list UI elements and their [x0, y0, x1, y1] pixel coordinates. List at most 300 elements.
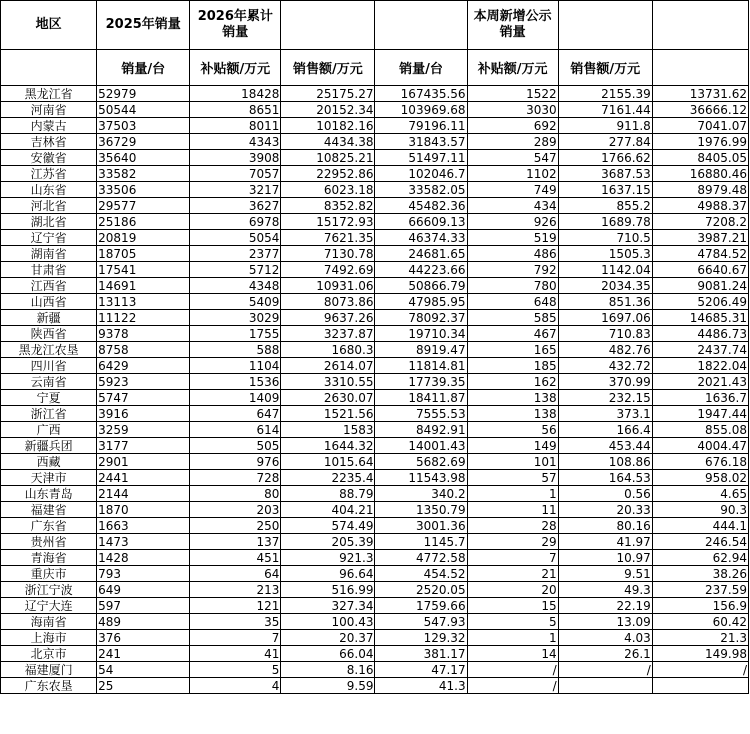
table-row: [1, 486, 749, 502]
header-row-1: [1, 1, 749, 50]
cell-week-subsidy: 232.15: [558, 390, 652, 406]
cell-week-revenue: 149.98: [652, 646, 748, 662]
cell-cum-units: 614: [190, 422, 281, 438]
cell-week-subsidy: 373.1: [558, 406, 652, 422]
cell-cum-revenue: 103969.68: [375, 102, 467, 118]
cell-region: 吉林省: [1, 134, 97, 150]
cell-week-subsidy: 20.33: [558, 502, 652, 518]
cell-week-revenue: 14685.31: [652, 310, 748, 326]
cell-cum-units: 7057: [190, 166, 281, 182]
cell-region: 山东青岛: [1, 486, 97, 502]
cell-cum-subsidy: 205.39: [281, 534, 375, 550]
cell-cum-subsidy: 25175.27: [281, 86, 375, 102]
cell-cum-units: 1536: [190, 374, 281, 390]
cell-cum-subsidy: 3310.55: [281, 374, 375, 390]
cell-week-units: 5: [467, 614, 558, 630]
cell-sales-2025: 52979: [97, 86, 190, 102]
cell-cum-units: 5: [190, 662, 281, 678]
cell-cum-revenue: 1350.79: [375, 502, 467, 518]
cell-week-units: 467: [467, 326, 558, 342]
cell-sales-2025: 17541: [97, 262, 190, 278]
cell-sales-2025: 5923: [97, 374, 190, 390]
header-empty-4: [652, 1, 748, 50]
cell-week-subsidy: 1697.06: [558, 310, 652, 326]
table-row: [1, 102, 749, 118]
cell-week-subsidy: /: [558, 662, 652, 678]
cell-cum-units: 505: [190, 438, 281, 454]
cell-week-units: 57: [467, 470, 558, 486]
cell-cum-revenue: 66609.13: [375, 214, 467, 230]
cell-week-units: 926: [467, 214, 558, 230]
cell-week-subsidy: 13.09: [558, 614, 652, 630]
cell-cum-revenue: 50866.79: [375, 278, 467, 294]
table-row: [1, 182, 749, 198]
cell-week-units: /: [467, 678, 558, 694]
table-row: [1, 358, 749, 374]
cell-sales-2025: 29577: [97, 198, 190, 214]
cell-region: 云南省: [1, 374, 97, 390]
cell-cum-revenue: 17739.35: [375, 374, 467, 390]
cell-week-units: 138: [467, 390, 558, 406]
cell-week-subsidy: 370.99: [558, 374, 652, 390]
cell-region: 广东省: [1, 518, 97, 534]
cell-cum-units: 121: [190, 598, 281, 614]
cell-week-units: 56: [467, 422, 558, 438]
cell-week-units: 185: [467, 358, 558, 374]
cell-cum-subsidy: 15172.93: [281, 214, 375, 230]
cell-week-revenue: 246.54: [652, 534, 748, 550]
cell-week-subsidy: 49.3: [558, 582, 652, 598]
cell-cum-units: 213: [190, 582, 281, 598]
cell-cum-revenue: 33582.05: [375, 182, 467, 198]
cell-sales-2025: 2144: [97, 486, 190, 502]
cell-week-revenue: 90.3: [652, 502, 748, 518]
cell-sales-2025: 54: [97, 662, 190, 678]
cell-sales-2025: 8758: [97, 342, 190, 358]
subheader-weekly-revenue: 销售额/万元: [558, 50, 652, 86]
cell-cum-revenue: 51497.11: [375, 150, 467, 166]
cell-week-subsidy: 1142.04: [558, 262, 652, 278]
cell-week-units: 20: [467, 582, 558, 598]
cell-sales-2025: 25186: [97, 214, 190, 230]
cell-week-subsidy: 0.56: [558, 486, 652, 502]
table-row: [1, 198, 749, 214]
cell-region: 海南省: [1, 614, 97, 630]
cell-sales-2025: 2441: [97, 470, 190, 486]
cell-week-revenue: 21.3: [652, 630, 748, 646]
cell-cum-subsidy: 8073.86: [281, 294, 375, 310]
cell-sales-2025: 1870: [97, 502, 190, 518]
cell-sales-2025: 35640: [97, 150, 190, 166]
subheader-sales-units: 销量/台: [97, 50, 190, 86]
table-row: [1, 438, 749, 454]
cell-week-subsidy: 4.03: [558, 630, 652, 646]
cell-cum-subsidy: 10825.21: [281, 150, 375, 166]
cell-cum-subsidy: 516.99: [281, 582, 375, 598]
table-row: [1, 294, 749, 310]
table-row: [1, 150, 749, 166]
cell-cum-units: 203: [190, 502, 281, 518]
cell-region: 陕西省: [1, 326, 97, 342]
table-row: [1, 262, 749, 278]
cell-cum-revenue: 102046.7: [375, 166, 467, 182]
cell-cum-revenue: 46374.33: [375, 230, 467, 246]
cell-region: 福建厦门: [1, 662, 97, 678]
cell-sales-2025: 1473: [97, 534, 190, 550]
table-row: [1, 502, 749, 518]
cell-week-units: 519: [467, 230, 558, 246]
cell-cum-subsidy: 574.49: [281, 518, 375, 534]
cell-region: 山东省: [1, 182, 97, 198]
cell-week-units: 434: [467, 198, 558, 214]
cell-cum-units: 137: [190, 534, 281, 550]
cell-cum-subsidy: 921.3: [281, 550, 375, 566]
cell-cum-units: 4343: [190, 134, 281, 150]
table-row: [1, 246, 749, 262]
cell-cum-units: 451: [190, 550, 281, 566]
cell-cum-revenue: 44223.66: [375, 262, 467, 278]
cell-cum-revenue: 454.52: [375, 566, 467, 582]
cell-cum-revenue: 11543.98: [375, 470, 467, 486]
cell-region: 湖北省: [1, 214, 97, 230]
cell-sales-2025: 6429: [97, 358, 190, 374]
table-row: [1, 614, 749, 630]
cell-cum-units: 4: [190, 678, 281, 694]
cell-cum-subsidy: 9.59: [281, 678, 375, 694]
table-row: [1, 166, 749, 182]
cell-cum-subsidy: 1583: [281, 422, 375, 438]
cell-week-revenue: 2021.43: [652, 374, 748, 390]
cell-week-units: 486: [467, 246, 558, 262]
cell-cum-revenue: 2520.05: [375, 582, 467, 598]
header-row-2: [1, 50, 749, 86]
cell-sales-2025: 5747: [97, 390, 190, 406]
cell-week-revenue: 958.02: [652, 470, 748, 486]
header-empty-1: [281, 1, 375, 50]
table-row: [1, 518, 749, 534]
cell-week-subsidy: 710.83: [558, 326, 652, 342]
cell-week-subsidy: 26.1: [558, 646, 652, 662]
cell-sales-2025: 2901: [97, 454, 190, 470]
cell-sales-2025: 20819: [97, 230, 190, 246]
cell-cum-units: 1104: [190, 358, 281, 374]
cell-cum-units: 3029: [190, 310, 281, 326]
cell-cum-units: 5712: [190, 262, 281, 278]
cell-week-revenue: 4004.47: [652, 438, 748, 454]
cell-cum-units: 3217: [190, 182, 281, 198]
cell-cum-subsidy: 10182.16: [281, 118, 375, 134]
cell-cum-units: 18428: [190, 86, 281, 102]
table-row: [1, 86, 749, 102]
cell-week-revenue: 38.26: [652, 566, 748, 582]
cell-cum-subsidy: 1680.3: [281, 342, 375, 358]
cell-region: 贵州省: [1, 534, 97, 550]
cell-cum-subsidy: 404.21: [281, 502, 375, 518]
cell-cum-revenue: 78092.37: [375, 310, 467, 326]
table-row: [1, 342, 749, 358]
cell-cum-subsidy: 10931.06: [281, 278, 375, 294]
cell-week-revenue: 62.94: [652, 550, 748, 566]
cell-region: 广东农垦: [1, 678, 97, 694]
cell-cum-units: 5409: [190, 294, 281, 310]
cell-week-units: 547: [467, 150, 558, 166]
cell-week-revenue: 4988.37: [652, 198, 748, 214]
cell-sales-2025: 376: [97, 630, 190, 646]
table-row: [1, 214, 749, 230]
cell-sales-2025: 14691: [97, 278, 190, 294]
cell-cum-units: 2377: [190, 246, 281, 262]
cell-week-subsidy: 1637.15: [558, 182, 652, 198]
cell-cum-revenue: 1145.7: [375, 534, 467, 550]
cell-region: 广西: [1, 422, 97, 438]
cell-cum-revenue: 11814.81: [375, 358, 467, 374]
cell-sales-2025: 649: [97, 582, 190, 598]
cell-week-units: /: [467, 662, 558, 678]
cell-week-revenue: 8979.48: [652, 182, 748, 198]
cell-week-units: 29: [467, 534, 558, 550]
cell-cum-subsidy: 3237.87: [281, 326, 375, 342]
cell-cum-subsidy: 7492.69: [281, 262, 375, 278]
cell-week-subsidy: 851.36: [558, 294, 652, 310]
cell-cum-subsidy: 2630.07: [281, 390, 375, 406]
cell-week-revenue: 1636.7: [652, 390, 748, 406]
header-weekly-new: 本周新增公示销量: [467, 1, 558, 50]
cell-cum-subsidy: 96.64: [281, 566, 375, 582]
cell-week-revenue: 13731.62: [652, 86, 748, 102]
cell-week-revenue: [652, 678, 748, 694]
cell-cum-units: 41: [190, 646, 281, 662]
cell-cum-revenue: 4772.58: [375, 550, 467, 566]
cell-week-subsidy: 2155.39: [558, 86, 652, 102]
cell-region: 青海省: [1, 550, 97, 566]
cell-cum-revenue: 14001.43: [375, 438, 467, 454]
cell-week-units: 28: [467, 518, 558, 534]
cell-week-units: 792: [467, 262, 558, 278]
header-cumulative-2026: 2026年累计销量: [190, 1, 281, 50]
table-row: [1, 470, 749, 486]
cell-cum-units: 8011: [190, 118, 281, 134]
cell-sales-2025: 793: [97, 566, 190, 582]
cell-cum-subsidy: 1521.56: [281, 406, 375, 422]
table-row: [1, 326, 749, 342]
cell-region: 新疆: [1, 310, 97, 326]
cell-region: 重庆市: [1, 566, 97, 582]
cell-week-revenue: 3987.21: [652, 230, 748, 246]
cell-cum-revenue: 547.93: [375, 614, 467, 630]
cell-week-units: 14: [467, 646, 558, 662]
cell-cum-subsidy: 20152.34: [281, 102, 375, 118]
cell-week-revenue: 1976.99: [652, 134, 748, 150]
cell-week-units: 165: [467, 342, 558, 358]
cell-cum-units: 647: [190, 406, 281, 422]
table-row: [1, 550, 749, 566]
cell-cum-revenue: 8919.47: [375, 342, 467, 358]
cell-cum-units: 728: [190, 470, 281, 486]
cell-cum-units: 5054: [190, 230, 281, 246]
cell-sales-2025: 1663: [97, 518, 190, 534]
cell-week-units: 3030: [467, 102, 558, 118]
table-row: [1, 310, 749, 326]
cell-cum-subsidy: 9637.26: [281, 310, 375, 326]
cell-week-units: 149: [467, 438, 558, 454]
subheader-weekly-subsidy: 补贴额/万元: [467, 50, 558, 86]
cell-cum-subsidy: 7621.35: [281, 230, 375, 246]
cell-cum-units: 1755: [190, 326, 281, 342]
subheader-empty-end: [652, 50, 748, 86]
cell-cum-units: 7: [190, 630, 281, 646]
cell-week-revenue: 4486.73: [652, 326, 748, 342]
cell-week-revenue: /: [652, 662, 748, 678]
cell-sales-2025: 3177: [97, 438, 190, 454]
cell-sales-2025: 241: [97, 646, 190, 662]
cell-week-units: 1102: [467, 166, 558, 182]
header-region: 地区: [1, 1, 97, 50]
table-row: [1, 662, 749, 678]
cell-week-revenue: 676.18: [652, 454, 748, 470]
cell-week-subsidy: 855.2: [558, 198, 652, 214]
cell-week-subsidy: 453.44: [558, 438, 652, 454]
table-row: [1, 134, 749, 150]
cell-cum-revenue: 3001.36: [375, 518, 467, 534]
table-row: [1, 118, 749, 134]
cell-week-units: 1522: [467, 86, 558, 102]
cell-week-subsidy: 41.97: [558, 534, 652, 550]
cell-week-units: 101: [467, 454, 558, 470]
cell-week-units: 21: [467, 566, 558, 582]
cell-cum-subsidy: 4434.38: [281, 134, 375, 150]
cell-region: 黑龙江省: [1, 86, 97, 102]
cell-sales-2025: 11122: [97, 310, 190, 326]
cell-week-subsidy: [558, 678, 652, 694]
cell-week-subsidy: 7161.44: [558, 102, 652, 118]
cell-region: 河南省: [1, 102, 97, 118]
cell-region: 上海市: [1, 630, 97, 646]
cell-week-revenue: 6640.67: [652, 262, 748, 278]
cell-week-subsidy: 3687.53: [558, 166, 652, 182]
cell-week-units: 11: [467, 502, 558, 518]
cell-cum-subsidy: 66.04: [281, 646, 375, 662]
cell-week-subsidy: 80.16: [558, 518, 652, 534]
cell-week-subsidy: 10.97: [558, 550, 652, 566]
cell-week-units: 138: [467, 406, 558, 422]
cell-cum-revenue: 19710.34: [375, 326, 467, 342]
cell-region: 宁夏: [1, 390, 97, 406]
cell-region: 黑龙江农垦: [1, 342, 97, 358]
cell-sales-2025: 9378: [97, 326, 190, 342]
table-row: [1, 646, 749, 662]
cell-week-subsidy: 1505.3: [558, 246, 652, 262]
cell-week-revenue: 8405.05: [652, 150, 748, 166]
cell-week-units: 692: [467, 118, 558, 134]
cell-week-units: 162: [467, 374, 558, 390]
table-row: [1, 630, 749, 646]
table-row: [1, 374, 749, 390]
cell-week-subsidy: 9.51: [558, 566, 652, 582]
cell-region: 浙江宁波: [1, 582, 97, 598]
cell-cum-revenue: 129.32: [375, 630, 467, 646]
cell-cum-revenue: 167435.56: [375, 86, 467, 102]
cell-week-revenue: 2437.74: [652, 342, 748, 358]
cell-region: 内蒙古: [1, 118, 97, 134]
table-row: [1, 390, 749, 406]
table-row: [1, 598, 749, 614]
cell-week-revenue: 156.9: [652, 598, 748, 614]
table-row: [1, 454, 749, 470]
cell-week-revenue: 36666.12: [652, 102, 748, 118]
cell-region: 江苏省: [1, 166, 97, 182]
cell-week-subsidy: 22.19: [558, 598, 652, 614]
cell-cum-units: 6978: [190, 214, 281, 230]
cell-week-revenue: 855.08: [652, 422, 748, 438]
cell-week-subsidy: 2034.35: [558, 278, 652, 294]
cell-cum-revenue: 31843.57: [375, 134, 467, 150]
table-row: [1, 566, 749, 582]
cell-week-subsidy: 1766.62: [558, 150, 652, 166]
cell-region: 四川省: [1, 358, 97, 374]
subheader-weekly-sales-units: 销量/台: [375, 50, 467, 86]
cell-week-units: 15: [467, 598, 558, 614]
cell-week-subsidy: 482.76: [558, 342, 652, 358]
table-row: [1, 678, 749, 694]
cell-region: 浙江省: [1, 406, 97, 422]
cell-region: 山西省: [1, 294, 97, 310]
table-row: [1, 582, 749, 598]
cell-sales-2025: 597: [97, 598, 190, 614]
cell-region: 安徽省: [1, 150, 97, 166]
cell-cum-units: 3908: [190, 150, 281, 166]
cell-week-subsidy: 277.84: [558, 134, 652, 150]
cell-region: 天津市: [1, 470, 97, 486]
cell-cum-units: 64: [190, 566, 281, 582]
cell-sales-2025: 25: [97, 678, 190, 694]
cell-cum-units: 1409: [190, 390, 281, 406]
cell-cum-units: 4348: [190, 278, 281, 294]
cell-sales-2025: 13113: [97, 294, 190, 310]
cell-cum-revenue: 41.3: [375, 678, 467, 694]
cell-week-units: 749: [467, 182, 558, 198]
cell-region: 辽宁大连: [1, 598, 97, 614]
cell-week-subsidy: 164.53: [558, 470, 652, 486]
cell-cum-revenue: 45482.36: [375, 198, 467, 214]
cell-region: 甘肃省: [1, 262, 97, 278]
cell-cum-subsidy: 20.37: [281, 630, 375, 646]
cell-week-revenue: 4784.52: [652, 246, 748, 262]
subheader-subsidy: 补贴额/万元: [190, 50, 281, 86]
cell-week-units: 7: [467, 550, 558, 566]
cell-week-subsidy: 911.8: [558, 118, 652, 134]
cell-sales-2025: 36729: [97, 134, 190, 150]
cell-week-units: 1: [467, 630, 558, 646]
cell-cum-subsidy: 7130.78: [281, 246, 375, 262]
cell-week-subsidy: 710.5: [558, 230, 652, 246]
cell-week-subsidy: 108.86: [558, 454, 652, 470]
cell-week-revenue: 60.42: [652, 614, 748, 630]
cell-week-units: 780: [467, 278, 558, 294]
cell-cum-revenue: 381.17: [375, 646, 467, 662]
cell-sales-2025: 37503: [97, 118, 190, 134]
cell-region: 湖南省: [1, 246, 97, 262]
cell-cum-units: 8651: [190, 102, 281, 118]
cell-cum-subsidy: 1015.64: [281, 454, 375, 470]
cell-cum-subsidy: 22952.86: [281, 166, 375, 182]
cell-cum-units: 80: [190, 486, 281, 502]
cell-cum-units: 250: [190, 518, 281, 534]
table-row: [1, 406, 749, 422]
header-sales-2025: 2025年销量: [97, 1, 190, 50]
cell-cum-revenue: 47.17: [375, 662, 467, 678]
cell-cum-units: 35: [190, 614, 281, 630]
cell-region: 江西省: [1, 278, 97, 294]
